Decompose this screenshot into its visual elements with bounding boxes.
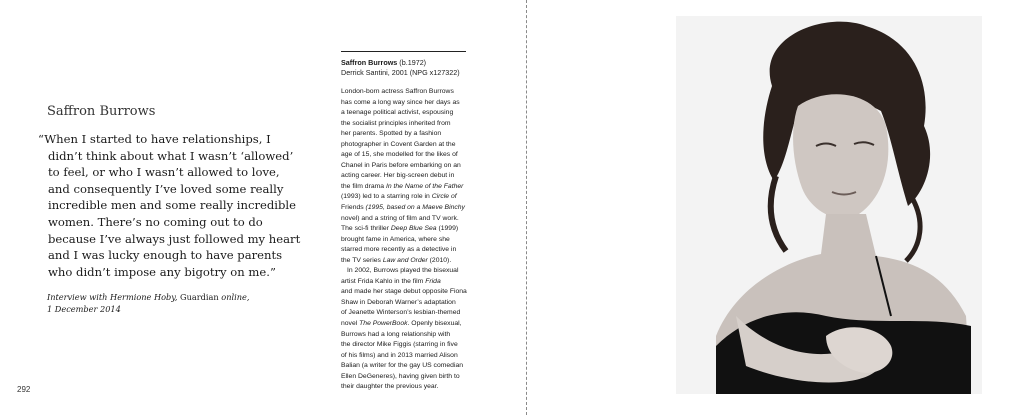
bio-title: Deep Blue Sea	[390, 225, 437, 233]
page-gutter-divider	[526, 0, 527, 415]
bio-title: Law and Order	[382, 256, 428, 264]
bio-text: Chanel in Paris before embarking on an	[341, 161, 461, 169]
quote-line: to feel, or who I wasn’t allowed to love,	[48, 165, 280, 180]
bio-text: age of 15, she modelled for the likes of	[341, 151, 458, 159]
portrait-caption	[341, 58, 481, 79]
bio-line	[341, 308, 481, 319]
pull-quote	[38, 131, 300, 280]
source-text-end: online,	[218, 292, 250, 302]
bio-text: the director Mike Figgis (starring in five	[341, 341, 458, 349]
quote-line: didn’t think about what I wasn’t ‘allowed’	[48, 148, 294, 163]
portrait-photo-icon	[676, 16, 982, 394]
bio-text: photographer in Covent Garden at the	[341, 140, 456, 148]
bio-line	[341, 351, 481, 362]
bio-text: novel) and a string of film and TV work.	[341, 214, 459, 222]
quote-line: and I was lucky enough to have parents	[48, 248, 283, 263]
bio-line	[341, 214, 481, 225]
biography-text	[341, 87, 481, 393]
bio-text: of his films) and in 2013 married Alison	[341, 351, 458, 359]
bio-text: their daughter the previous year.	[341, 383, 439, 391]
source-date: 1 December 2014	[47, 303, 121, 314]
bio-text: Ellen DeGeneres), having given birth to	[341, 372, 460, 380]
sitter-dates: (b.1972)	[397, 58, 427, 67]
bio-text: acting career. Her big-screen debut in	[341, 172, 455, 180]
bio-text: (1993) led to a starring role in	[341, 193, 432, 201]
bio-text: has come a long way since her days as	[341, 98, 460, 106]
quote-line: who didn’t impose any bigotry on me.”	[48, 264, 276, 279]
caption-title	[341, 58, 481, 68]
bio-line	[341, 319, 481, 330]
bio-line	[341, 171, 481, 182]
bio-text: brought fame in America, where she	[341, 235, 450, 243]
bio-line	[341, 382, 481, 393]
bio-text: artist Frida Kahlo in the film	[341, 277, 426, 285]
quote-line: incredible men and some really incredible	[48, 198, 296, 213]
portrait-photo	[676, 16, 982, 394]
source-publication: Guardian	[180, 292, 219, 302]
bio-line	[341, 150, 481, 161]
bio-text: the TV series	[341, 256, 383, 264]
bio-title: Circle of	[431, 193, 457, 201]
bio-title: The PowerBook	[359, 320, 408, 328]
bio-text: novel	[341, 320, 360, 328]
bio-line	[341, 129, 481, 140]
bio-line	[341, 330, 481, 341]
page-number: 292	[17, 385, 31, 394]
sitter-name: Saffron Burrows	[341, 58, 398, 67]
bio-text: and made her stage debut opposite Fiona	[341, 288, 467, 296]
section-heading: Saffron Burrows	[47, 104, 156, 119]
bio-line	[341, 182, 481, 193]
bio-line	[341, 256, 481, 267]
bio-line	[341, 266, 481, 277]
bio-line	[341, 192, 481, 203]
bio-text: . Openly bisexual,	[407, 320, 462, 328]
bio-text: of Jeanette Winterson’s lesbian-themed	[341, 309, 461, 317]
quote-line: and consequently I’ve loved some really	[48, 181, 284, 196]
bio-line	[341, 108, 481, 119]
bio-line	[341, 277, 481, 288]
caption-rule	[341, 51, 466, 52]
source-text: Interview with Hermione Hoby,	[47, 292, 181, 302]
bio-text: (2010).	[427, 256, 452, 264]
bio-line	[341, 98, 481, 109]
bio-line	[341, 119, 481, 130]
bio-line	[341, 140, 481, 151]
bio-text: Burrows had a long relationship with	[341, 330, 451, 338]
bio-line	[341, 245, 481, 256]
source-line	[47, 292, 277, 304]
bio-title: (1995, based on a Maeve Binchy	[363, 204, 465, 212]
bio-text: Friends	[341, 204, 364, 212]
bio-line	[341, 224, 481, 235]
bio-line	[341, 287, 481, 298]
bio-text: her parents. Spotted by a fashion	[341, 130, 442, 138]
quote-line: because I’ve always just followed my heart	[48, 231, 301, 246]
bio-text: (1999)	[436, 225, 459, 233]
bio-line	[341, 340, 481, 351]
bio-line	[341, 235, 481, 246]
caption-credit: Derrick Santini, 2001 (NPG x127322)	[341, 68, 460, 78]
quote-line: “When I started to have relationships, I	[38, 132, 271, 146]
bio-title: In the Name of the Father	[385, 182, 464, 190]
quote-line: women. There’s no coming out to do	[48, 214, 263, 229]
bio-text: Balian (a writer for the gay US comedian	[341, 362, 464, 370]
bio-text: London-born actress Saffron Burrows	[341, 88, 454, 95]
bio-line	[341, 298, 481, 309]
quote-source	[47, 292, 277, 315]
bio-line	[341, 372, 481, 383]
bio-line	[341, 161, 481, 172]
bio-text: the film drama	[341, 182, 386, 190]
bio-text: The sci-fi thriller	[341, 225, 391, 233]
bio-line	[341, 203, 481, 214]
bio-text: starred more recently as a detective in	[341, 246, 457, 254]
bio-line	[341, 87, 481, 98]
bio-title: Frida	[425, 277, 441, 285]
bio-text: Shaw in Deborah Warner’s adaptation	[341, 298, 456, 306]
bio-text: In 2002, Burrows played the bisexual	[347, 267, 459, 275]
bio-text: a teenage political activist, espousing	[341, 109, 454, 117]
bio-line	[341, 361, 481, 372]
bio-text: the socialist principles inherited from	[341, 119, 451, 127]
